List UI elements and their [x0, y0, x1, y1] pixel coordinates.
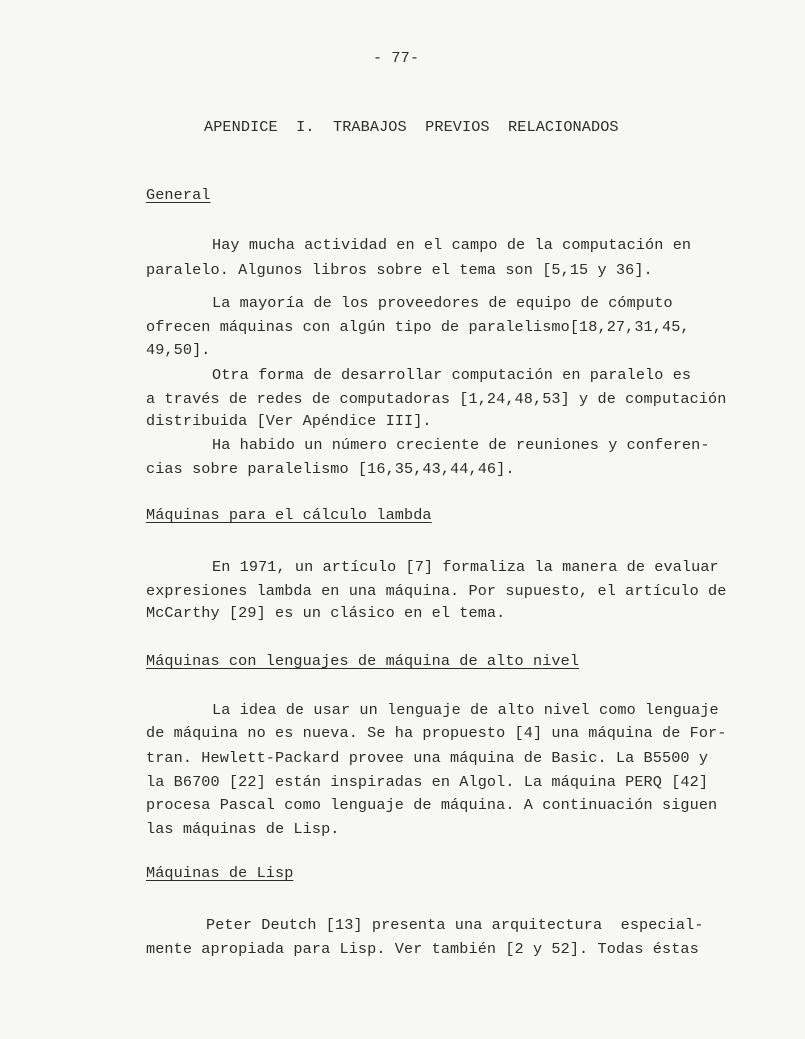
paragraph-line: Peter Deutch [13] presenta una arquitectura especial-	[206, 916, 704, 934]
page-title: APENDICE I. TRABAJOS PREVIOS RELACIONADOS	[204, 118, 619, 136]
paragraph-line: En 1971, un artículo [7] formaliza la manera de evaluar	[212, 558, 719, 576]
section-heading-high-level: Máquinas con lenguajes de máquina de alto nivel	[146, 652, 580, 670]
paragraph-line: La mayoría de los proveedores de equipo de cómputo	[212, 294, 673, 312]
paragraph-line: procesa Pascal como lenguaje de máquina. A continuación siguen	[146, 796, 718, 814]
paragraph-line: Hay mucha actividad en el campo de la computación en	[212, 236, 692, 254]
paragraph-line: ofrecen máquinas con algún tipo de paralelismo[18,27,31,45,	[146, 318, 690, 336]
page-number: - 77-	[373, 49, 420, 67]
paragraph-line: tran. Hewlett-Packard provee una máquina de Basic. La B5500 y	[146, 749, 709, 767]
paragraph-line: expresiones lambda en una máquina. Por supuesto, el artículo de	[146, 582, 727, 600]
paragraph-line: Otra forma de desarrollar computación en paralelo es	[212, 366, 692, 384]
section-heading-lisp: Máquinas de Lisp	[146, 864, 294, 882]
paragraph-line: de máquina no es nueva. Se ha propuesto [4] una máquina de For-	[146, 724, 727, 742]
paragraph-line: 49,50].	[146, 341, 211, 359]
paragraph-line: la B6700 [22] están inspiradas en Algol. La máquina PERQ [42]	[146, 773, 709, 791]
paragraph-line: cias sobre paralelismo [16,35,43,44,46].	[146, 460, 515, 478]
section-heading-general: General	[146, 186, 211, 204]
paragraph-line: distribuida [Ver Apéndice III].	[146, 412, 432, 430]
paragraph-line: a través de redes de computadoras [1,24,48,53] y de computación	[146, 390, 727, 408]
paragraph-line: Ha habido un número creciente de reuniones y conferen-	[212, 436, 710, 454]
paragraph-line: paralelo. Algunos libros sobre el tema son [5,15 y 36].	[146, 261, 653, 279]
paragraph-line: McCarthy [29] es un clásico en el tema.	[146, 604, 506, 622]
paragraph-line: mente apropiada para Lisp. Ver también [2 y 52]. Todas éstas	[146, 940, 699, 958]
section-heading-lambda: Máquinas para el cálculo lambda	[146, 506, 432, 524]
paragraph-line: las máquinas de Lisp.	[146, 820, 340, 838]
paragraph-line: La idea de usar un lenguaje de alto nivel como lenguaje	[212, 701, 719, 719]
